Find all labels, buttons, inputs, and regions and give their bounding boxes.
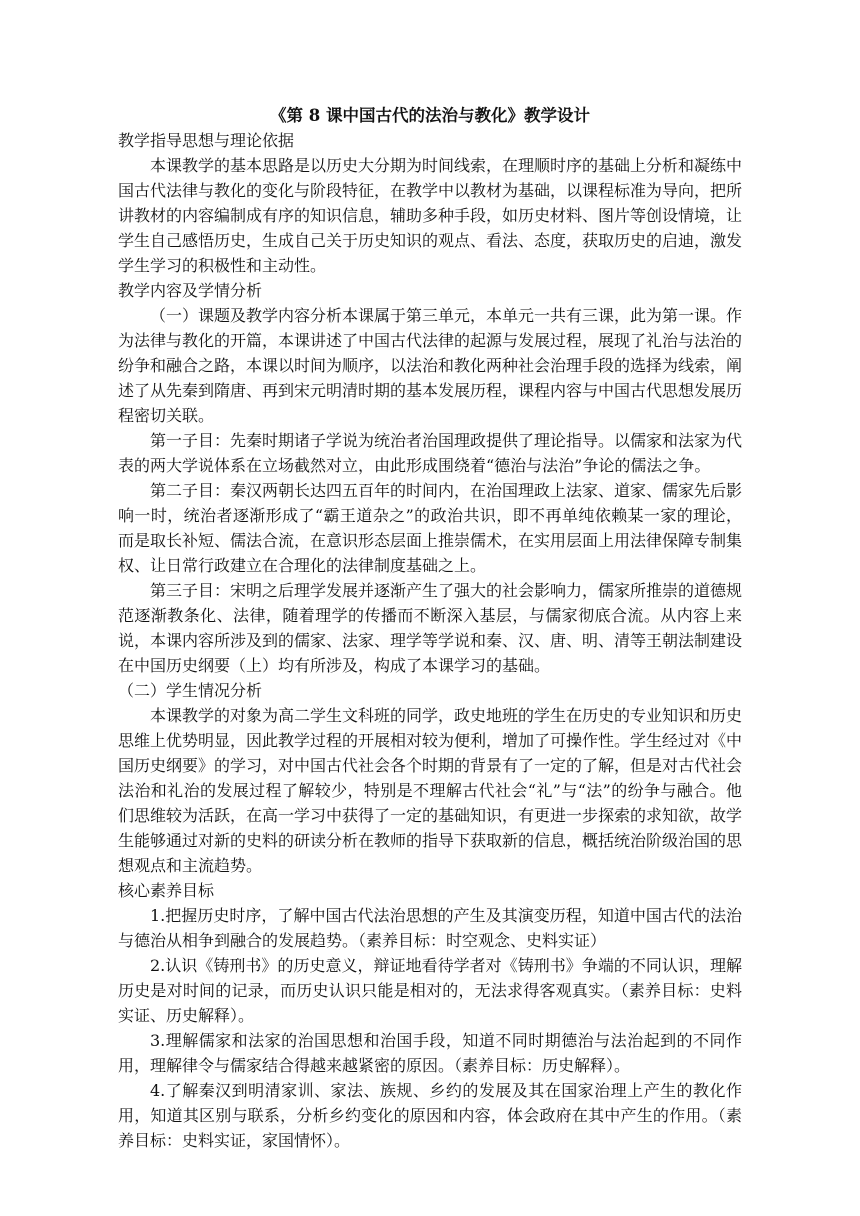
goal-item: 4.了解秦汉到明清家训、家法、族规、乡约的发展及其在国家治理上产生的教化作用，知道其区别与联系，分析乡约变化的原因和内容，体会政府在其中产生的作用。（素养目标：史料实证，家国情怀）。 [118,1081,742,1150]
document-title: 《第 8 课中国古代的法治与教化》教学设计 [270,106,590,125]
section-heading-core-goals: 核心素养目标 [118,881,215,900]
paragraph: 本课教学的基本思路是以历史大分期为时间线索，在理顺时序的基础上分析和凝练中国古代法律与教化的变化与阶段特征，在教学中以教材为基础，以课程标准为导向，把所讲教材的内容编制成有序的知识信息，辅助多种手段，如历史材料、图片等创设情境，让学生自己感悟历史，生成自己关于历史知识的观点、看法、态度，获取历史的启迪，激发学生学习的积极性和主动性。 [118,156,743,275]
goal-item: 2.认识《铸刑书》的历史意义，辩证地看待学者对《铸刑书》争端的不同认识，理解历史是对时间的记录，而历史认识只能是相对的，无法求得客观真实。（素养目标：史料实证、历史解释）。 [118,956,742,1025]
paragraph: 第一子目：先秦时期诸子学说为统治者治国理政提供了理论指导。以儒家和法家为代表的两大学说体系在立场截然对立，由此形成围绕着“德治与法治”争论的儒法之争。 [118,431,743,475]
paragraph: （一）课题及教学内容分析本课属于第三单元，本单元一共有三课，此为第一课。作为法律与教化的开篇，本课讲述了中国古代法律的起源与发展过程，展现了礼治与法治的纷争和融合之路，本课以时间为顺序，以法治和教化两种社会治理手段的选择为线索，阐述了从先秦到隋唐、再到宋元明清时期的基本发展历程，课程内容与中国古代思想发展历程密切关联。 [118,306,743,425]
section-heading-content-analysis: 教学内容及学情分析 [118,281,263,300]
section-heading-student-analysis: （二）学生情况分析 [118,681,263,700]
section-heading-guiding-theory: 教学指导思想与理论依据 [118,131,295,150]
goal-item: 3.理解儒家和法家的治国思想和治国手段，知道不同时期德治与法治起到的不同作用，理解律令与儒家结合得越来越紧密的原因。（素养目标：历史解释）。 [118,1031,742,1075]
paragraph: 第三子目：宋明之后理学发展并逐渐产生了强大的社会影响力，儒家所推崇的道德规范逐渐教条化、法律，随着理学的传播而不断深入基层，与儒家彻底合流。从内容上来说，本课内容所涉及到的儒家、法家、理学等学说和秦、汉、唐、明、清等王朝法制建设在中国历史纲要（上）均有所涉及，构成了本课学习的基础。 [118,581,743,675]
goal-item: 1.把握历史时序，了解中国古代法治思想的产生及其演变历程，知道中国古代的法治与德治从相争到融合的发展趋势。（素养目标：时空观念、史料实证） [118,906,742,950]
paragraph: 第二子目：秦汉两朝长达四五百年的时间内，在治国理政上法家、道家、儒家先后影响一时，统治者逐渐形成了“霸王道杂之”的政治共识，即不再单纯依赖某一家的理论，而是取长补短、儒法合流，在意识形态层面上推崇儒术，在实用层面上用法律保障专制集权、让日常行政建立在合理化的法律制度基础之上。 [118,481,743,575]
document-page [118,104,742,1153]
paragraph: 本课教学的对象为高二学生文科班的同学，政史地班的学生在历史的专业知识和历史思维上优势明显，因此教学过程的开展相对较为便利，增加了可操作性。学生经过对《中国历史纲要》的学习，对中国古代社会各个时期的背景有了一定的了解，但是对古代社会法治和礼治的发展过程了解较少，特别是不理解古代社会“礼”与“法”的纷争与融合。他们思维较为活跃，在高一学习中获得了一定的基础知识，有更进一步探索的求知欲，故学生能够通过对新的史料的研读分析在教师的指导下获取新的信息，概括统治阶级治国的思想观点和主流趋势。 [118,706,743,875]
